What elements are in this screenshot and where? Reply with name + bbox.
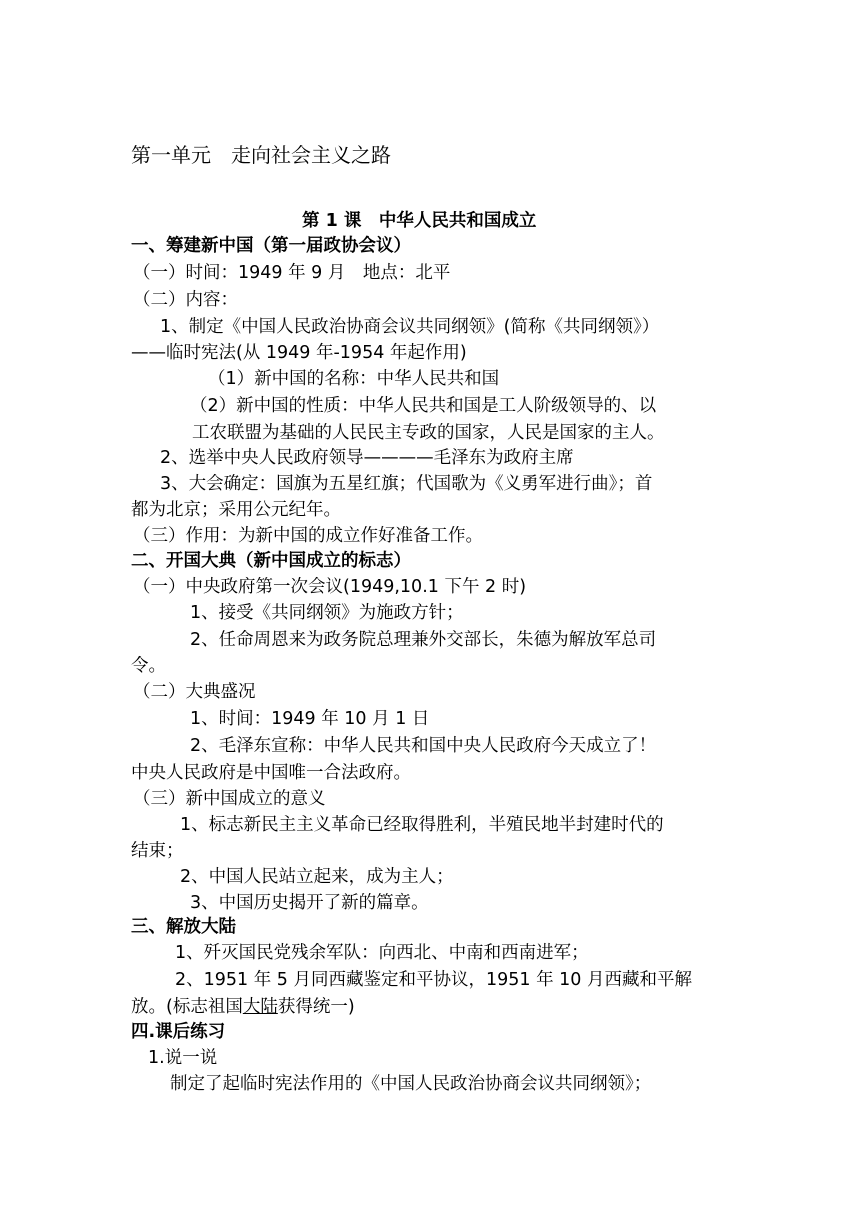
unit-title: 第一单元 走向社会主义之路 (131, 143, 391, 167)
s4-q1: 1.说一说 (148, 1048, 218, 1068)
s2-meaning-1-b: 结束； (131, 841, 184, 861)
s2-ceremony: （二）大典盛况 (133, 682, 256, 702)
s2-meaning-3: 3、中国历史揭开了新的篇章。 (190, 893, 429, 913)
lesson-title: 第 1 课 中华人民共和国成立 (302, 211, 537, 231)
s2-meeting-2-b: 令。 (131, 656, 166, 676)
section-4-heading: 四.课后练习 (131, 1022, 226, 1042)
s2-meeting: （一）中央政府第一次会议(1949,10.1 下午 2 时) (133, 577, 527, 597)
s2-meaning-1-a: 1、标志新民主主义革命已经取得胜利，半殖民地半封建时代的 (180, 815, 664, 835)
s1-item1-sub1: （1）新中国的名称：中华人民共和国 (208, 369, 500, 389)
s1-item1-sub2-a: （2）新中国的性质：中华人民共和国是工人阶级领导的、以 (190, 396, 657, 416)
s4-q1-text: 制定了起临时宪法作用的《中国人民政治协商会议共同纲领》； (170, 1074, 652, 1094)
s3-item2-b-underlined: 大陆 (242, 997, 278, 1017)
s2-meeting-1: 1、接受《共同纲领》为施政方针； (190, 603, 464, 623)
s2-ceremony-2-b: 中央人民政府是中国唯一合法政府。 (131, 763, 411, 783)
s3-item1: 1、歼灭国民党残余军队：向西北、中南和西南进军； (175, 943, 589, 963)
section-1-heading: 一、筹建新中国（第一届政协会议） (131, 236, 411, 256)
s1-time: （一）时间：1949 年 9 月 地点：北平 (133, 263, 451, 283)
s1-item1-sub2-b: 工农联盟为基础的人民民主专政的国家，人民是国家的主人。 (192, 423, 665, 443)
section-3-heading: 三、解放大陆 (131, 917, 236, 937)
s2-meaning-2: 2、中国人民站立起来，成为主人； (180, 867, 454, 887)
s2-meeting-2-a: 2、任命周恩来为政务院总理兼外交部长，朱德为解放军总司 (190, 630, 657, 650)
s3-item2-a: 2、1951 年 5 月同西藏鉴定和平协议，1951 年 10 月西藏和平解 (175, 970, 692, 990)
section-2-heading: 二、开国大典（新中国成立的标志） (131, 551, 411, 571)
s3-item2-b-post: 获得统一) (277, 997, 355, 1017)
s2-meaning: （三）新中国成立的意义 (133, 789, 326, 809)
s1-item2: 2、选举中央人民政府领导————毛泽东为政府主席 (160, 448, 574, 468)
s1-item3-a: 3、大会确定：国旗为五星红旗；代国歌为《义勇军进行曲》；首 (160, 474, 653, 494)
s3-item2-b-pre: 放。(标志祖国 (131, 997, 243, 1017)
s1-item1-a: 1、制定《中国人民政治协商会议共同纲领》(简称《共同纲领》） (160, 317, 660, 337)
s1-item1-b: ——临时宪法(从 1949 年-1954 年起作用) (131, 343, 467, 363)
s2-ceremony-2-a: 2、毛泽东宣称：中华人民共和国中央人民政府今天成立了！ (190, 736, 657, 756)
s1-content: （二）内容： (133, 290, 238, 310)
s1-item3-b: 都为北京；采用公元纪年。 (131, 500, 341, 520)
s3-item2-b (131, 994, 355, 1020)
s1-effect: （三）作用：为新中国的成立作好准备工作。 (133, 526, 483, 546)
s2-ceremony-1: 1、时间：1949 年 10 月 1 日 (190, 709, 430, 729)
